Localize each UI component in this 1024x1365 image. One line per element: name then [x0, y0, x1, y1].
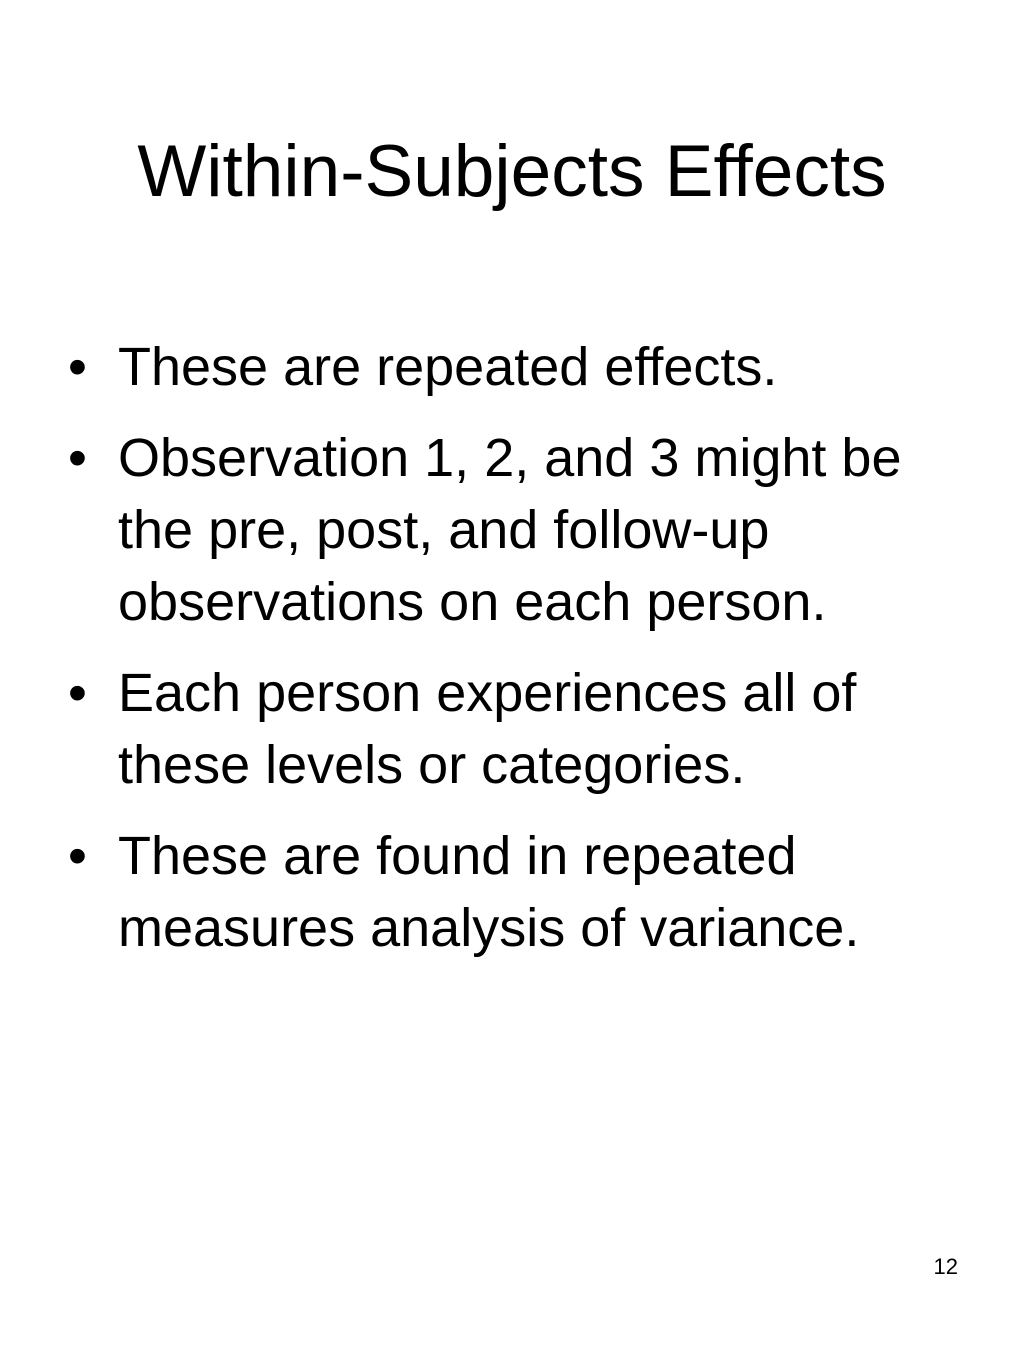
bullet-item — [64, 820, 984, 964]
bullet-item — [64, 422, 984, 638]
bullet-item — [64, 331, 984, 403]
bullet-text: These are found in repeated measures analysis of variance. — [118, 826, 860, 958]
bullet-text: These are repeated effects. — [118, 337, 778, 397]
bullet-icon: • — [68, 428, 87, 488]
bullet-icon: • — [68, 826, 87, 886]
bullet-text: Each person experiences all of these levels or categories. — [118, 663, 857, 795]
bullet-text: Observation 1, 2, and 3 might be the pre, post, and follow-up observations on each person. — [118, 428, 902, 632]
slide-title: Within-Subjects Effects — [137, 131, 887, 212]
bullet-list — [64, 331, 984, 983]
bullet-item — [64, 657, 984, 801]
bullet-icon: • — [68, 337, 87, 397]
slide-number: 12 — [933, 1254, 958, 1279]
bullet-icon: • — [68, 663, 87, 723]
